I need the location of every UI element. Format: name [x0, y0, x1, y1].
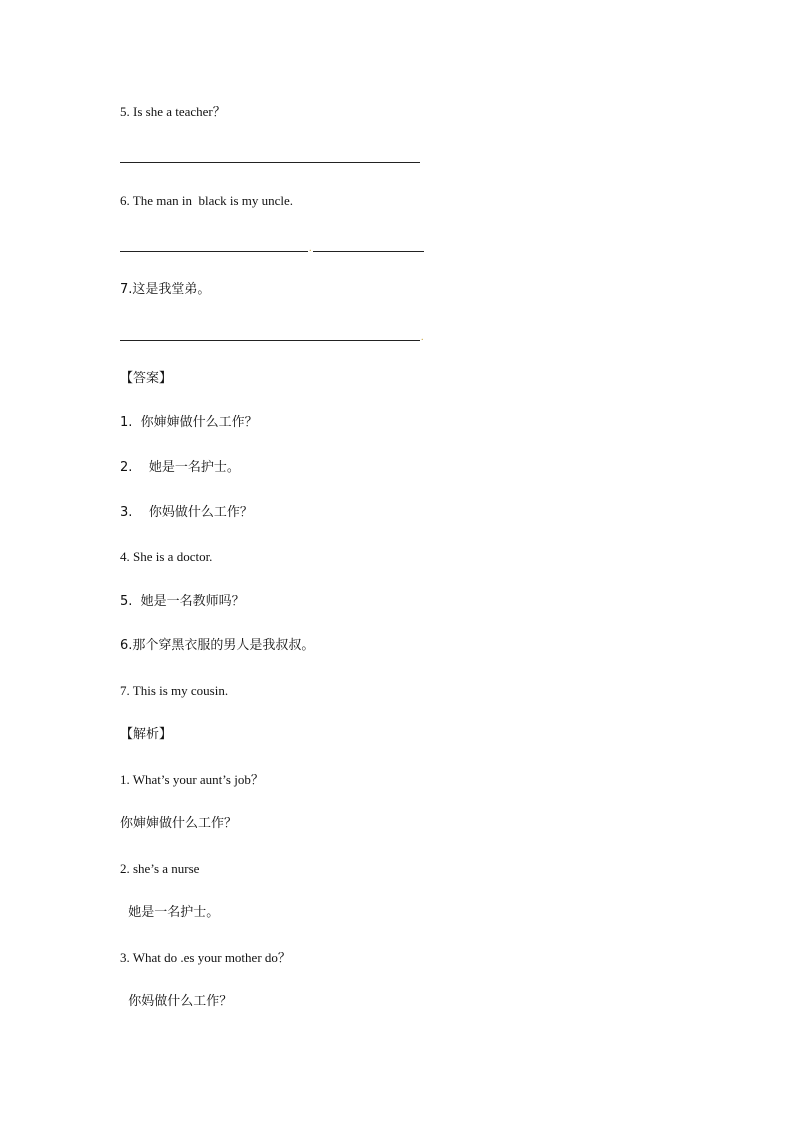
answer-heading: 【答案】 [120, 371, 173, 386]
question-6: 6. The man in black is my uncle. [120, 193, 294, 208]
answer-item: 3. 你妈做什么工作？ [120, 505, 253, 520]
answer-blank-6a[interactable] [120, 251, 308, 252]
question-5: 5. Is she a teacher？ [120, 104, 226, 119]
analysis-item: 你婶婶做什么工作？ [120, 816, 238, 831]
marker-dot: . [421, 332, 424, 343]
analysis-item: 3. What do .es your mother do？ [120, 950, 291, 965]
analysis-heading: 【解析】 [120, 727, 173, 742]
answer-item: 5. 她是一名教师吗？ [120, 594, 245, 609]
analysis-item: 她是一名护士。 [120, 905, 220, 920]
question-7: 7.这是我堂弟。 [120, 282, 211, 297]
answer-item: 2. 她是一名护士。 [120, 460, 240, 475]
answer-blank-7[interactable] [120, 340, 420, 341]
answer-item: 6.那个穿黑衣服的男人是我叔叔。 [120, 638, 315, 653]
marker-dot: . [309, 243, 312, 254]
analysis-item: 你妈做什么工作？ [120, 994, 233, 1009]
answer-item: 7. This is my cousin. [120, 683, 229, 698]
analysis-item: 1. What’s your aunt’s job？ [120, 772, 264, 787]
answer-item: 4. She is a doctor. [120, 549, 213, 564]
answer-blank-5[interactable] [120, 162, 420, 163]
analysis-item: 2. she’s a nurse [120, 861, 200, 876]
answer-blank-6b[interactable] [313, 251, 424, 252]
answer-item: 1. 你婶婶做什么工作？ [120, 415, 258, 430]
